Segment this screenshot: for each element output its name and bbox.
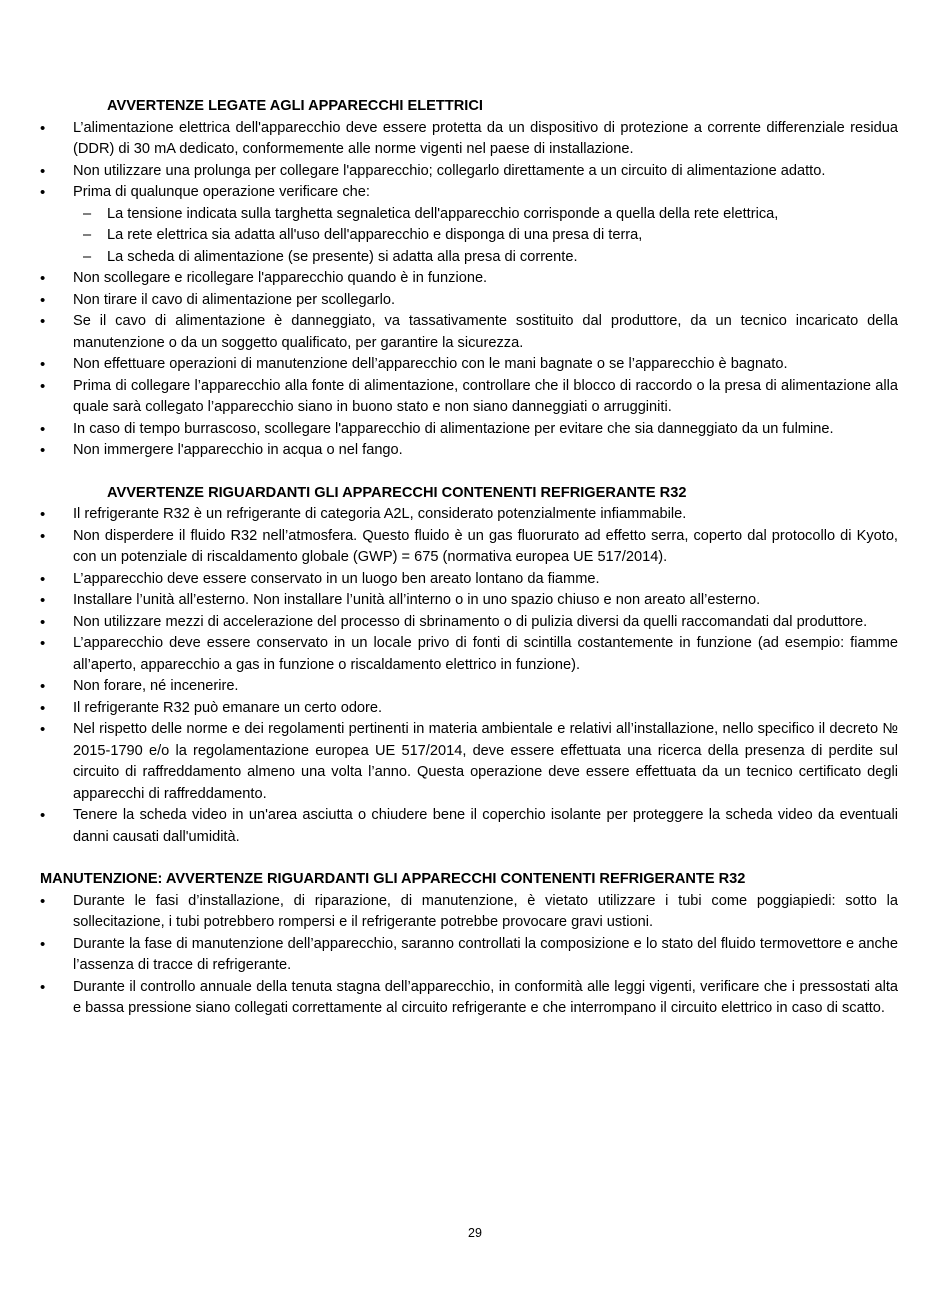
sub-list-item: – La scheda di alimentazione (se presente) si adatta alla presa di corrente. — [73, 247, 840, 269]
list-refrigerant-warnings — [40, 504, 898, 848]
list-item: • Non utilizzare mezzi di accelerazione del processo di sbrinamento o di pulizia diversi da quelli raccomandati dal produttore. — [40, 612, 898, 634]
list-item: • Prima di collegare l’apparecchio alla fonte di alimentazione, controllare che il blocco di raccordo o la presa di alimentazione alla quale sarà collegato l’apparecchio siano in buono stato e non siano danneggiati o arrugginiti. — [40, 376, 898, 419]
list-item: • Non forare, né incenerire. — [40, 676, 898, 698]
sub-list-item: – La rete elettrica sia adatta all'uso dell'apparecchio e disponga di una presa di terra, — [73, 225, 840, 247]
list-item: • Non utilizzare una prolunga per collegare l'apparecchio; collegarlo direttamente a un circuito di alimentazione adatto. — [40, 161, 898, 183]
sub-list-checks — [73, 204, 898, 269]
list-item: • Il refrigerante R32 può emanare un certo odore. — [40, 698, 898, 720]
list-item: • Il refrigerante R32 è un refrigerante di categoria A2L, considerato potenzialmente infiammabile. — [40, 504, 898, 526]
list-item: • Installare l’unità all’esterno. Non installare l’unità all’interno o in uno spazio chiuso e non areato all’esterno. — [40, 590, 898, 612]
list-item: • Durante le fasi d’installazione, di riparazione, di manutenzione, è vietato utilizzare i tubi come poggiapiedi: sotto la sollecitazione, i tubi potrebbero rompersi e il refrigerante potrebbe provocare gravi ustioni. — [40, 891, 898, 934]
list-electrical-warnings — [40, 118, 898, 462]
sub-list-item: – La tensione indicata sulla targhetta segnaletica dell'apparecchio corrisponde a quella della rete elettrica, — [73, 204, 840, 226]
list-item: • Non scollegare e ricollegare l'apparecchio quando è in funzione. — [40, 268, 898, 290]
list-item: • L’apparecchio deve essere conservato in un luogo ben areato lontano da fiamme. — [40, 569, 898, 591]
page-number: 29 — [468, 1226, 482, 1240]
section-title-electrical: AVVERTENZE LEGATE AGLI APPARECCHI ELETTRICI — [107, 98, 483, 114]
list-item: • In caso di tempo burrascoso, scollegare l'apparecchio di alimentazione per evitare che sia danneggiato da un fulmine. — [40, 419, 898, 441]
list-item — [40, 182, 898, 268]
list-item: • Non immergere l'apparecchio in acqua o nel fango. — [40, 440, 898, 462]
list-item: • Se il cavo di alimentazione è danneggiato, va tassativamente sostituito dal produttore, da un tecnico incaricato della manutenzione o da un soggetto qualificato, per garantire la sicurezza. — [40, 311, 898, 354]
list-item: • Durante il controllo annuale della tenuta stagna dell’apparecchio, in conformità alle leggi vigenti, verificare che i pressostati alta e bassa pressione siano collegati correttamente al circuito refrigerante e che interrompano il circuito elettrico in caso di scatto. — [40, 977, 898, 1020]
list-item: • L’apparecchio deve essere conservato in un locale privo di fonti di scintilla costantemente in funzione (ad esempio: fiamme all’aperto, apparecchio a gas in funzione o riscaldamento elettrico in funzione). — [40, 633, 898, 676]
list-item: • Non disperdere il fluido R32 nell’atmosfera. Questo fluido è un gas fluorurato ad effetto serra, coperto dal protocollo di Kyoto, con un potenziale di riscaldamento globale (GWP) = 675 (normativa europea UE 517/2014). — [40, 526, 898, 569]
list-item: • Non tirare il cavo di alimentazione per scollegarlo. — [40, 290, 898, 312]
list-item: • L’alimentazione elettrica dell'apparecchio deve essere protetta da un dispositivo di protezione a corrente differenziale residua (DDR) di 30 mA dedicato, conformemente alle norme vigenti nel paese di installazione. — [40, 118, 898, 161]
list-item-text: Prima di qualunque operazione verificare che: — [73, 184, 370, 200]
section-title-refrigerant: AVVERTENZE RIGUARDANTI GLI APPARECCHI CONTENENTI REFRIGERANTE R32 — [107, 484, 687, 501]
list-item: • Nel rispetto delle norme e dei regolamenti pertinenti in materia ambientale e relativi all’installazione, nello specifico il decreto № 2015-1790 e/o la regolamentazione europea UE 517/2014, deve essere effettuata una ricerca della presenza di perdite sul circuito di raffreddamento almeno una volta l’anno. Questa operazione deve essere effettuata da un tecnico certificato degli apparecchi di raffreddamento. — [40, 719, 898, 805]
list-maintenance-warnings — [40, 891, 898, 1020]
list-item: • Tenere la scheda video in un'area asciutta o chiudere bene il coperchio isolante per proteggere la scheda video da eventuali danni causati dall'umidità. — [40, 805, 898, 848]
section-title-maintenance: MANUTENZIONE: AVVERTENZE RIGUARDANTI GLI APPARECCHI CONTENENTI REFRIGERANTE R32 — [40, 871, 746, 887]
page-content — [40, 96, 898, 1020]
list-item: • Non effettuare operazioni di manutenzione dell’apparecchio con le mani bagnate o se l’apparecchio è bagnato. — [40, 354, 898, 376]
list-item: • Durante la fase di manutenzione dell’apparecchio, saranno controllati la composizione e lo stato del fluido termovettore e anche l’assenza di tracce di refrigerante. — [40, 934, 898, 977]
